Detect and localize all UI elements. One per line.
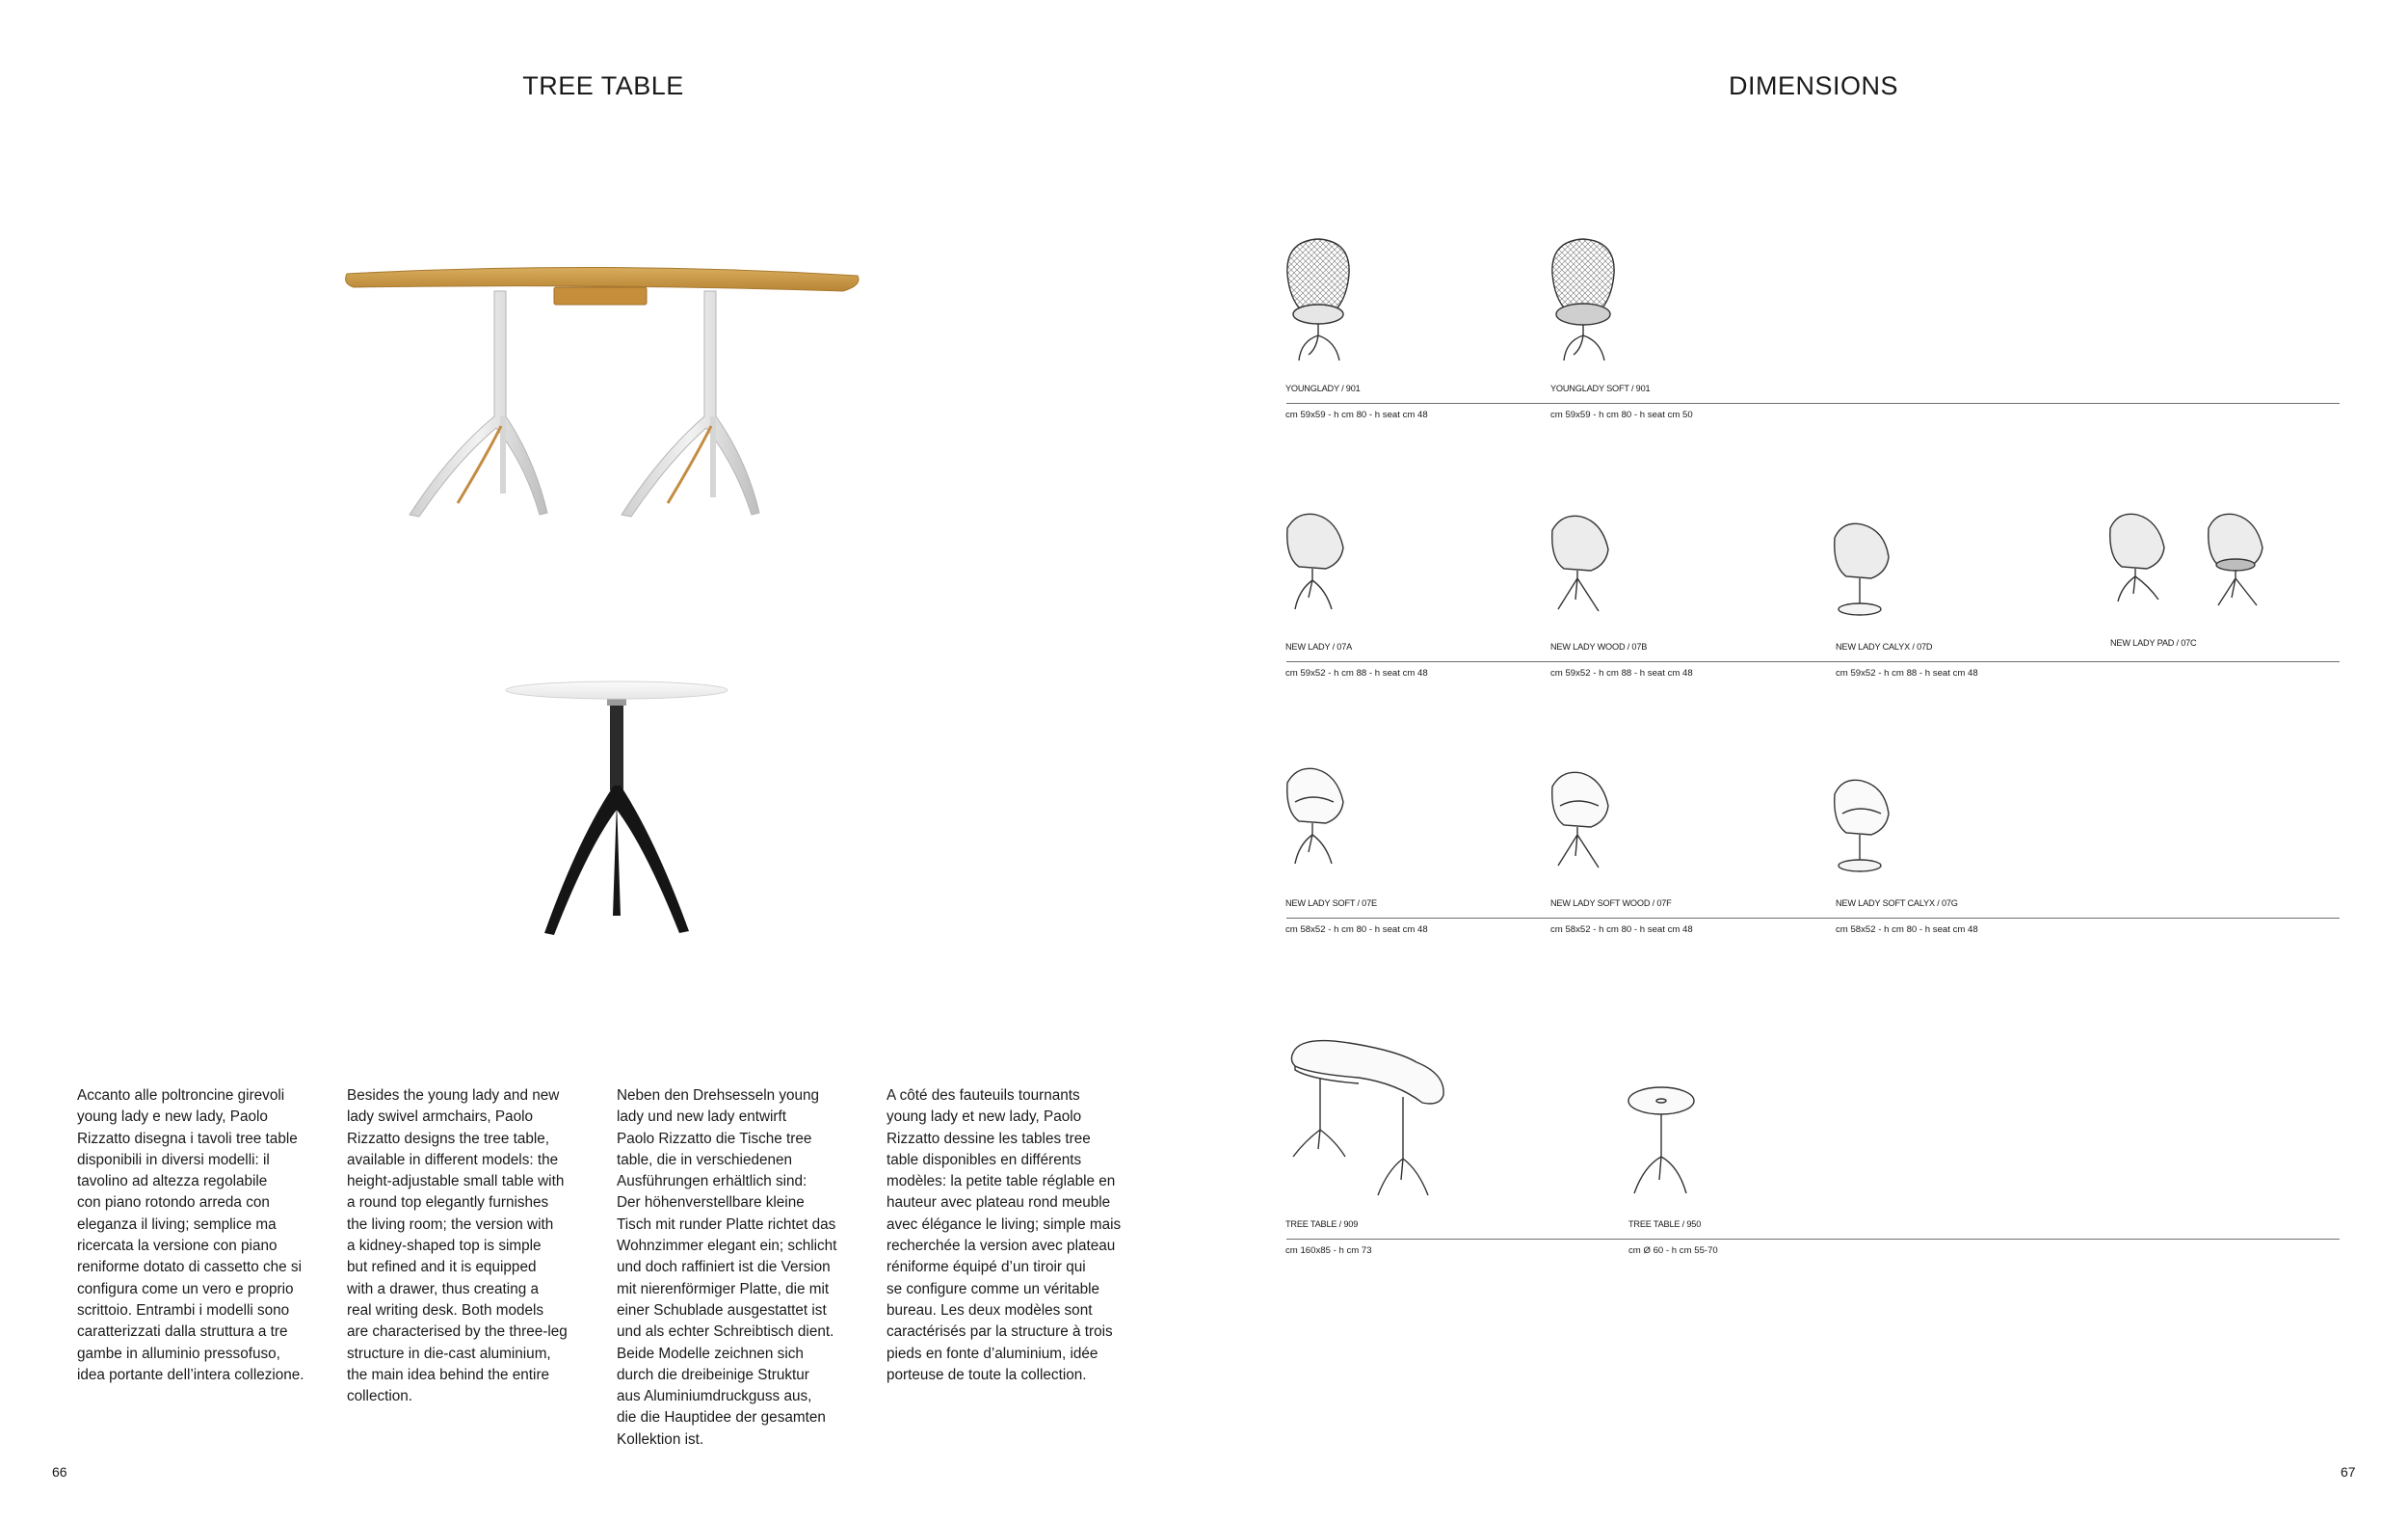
product-label: NEW LADY SOFT CALYX / 07G: [1836, 898, 1958, 908]
page-number-left: 66: [52, 1464, 67, 1480]
product-dimensions: cm 59x52 - h cm 88 - h seat cm 48: [1285, 668, 1428, 679]
newlady-chair-sketch: [1278, 509, 1355, 617]
product-dimensions: cm 58x52 - h cm 80 - h seat cm 48: [1285, 924, 1428, 935]
younglady-chair-sketch: [1280, 235, 1357, 364]
divider-row-3: [1286, 918, 2340, 919]
tree-table-round-sketch: [1625, 1080, 1702, 1199]
newlady-soft-wood-chair-sketch: [1543, 767, 1620, 875]
product-label: NEW LADY PAD / 07C: [2110, 638, 2197, 648]
round-table-photo: [501, 675, 732, 945]
product-label: NEW LADY SOFT WOOD / 07F: [1550, 898, 1672, 908]
product-dimensions: cm 160x85 - h cm 73: [1285, 1245, 1372, 1256]
product-label: YOUNGLADY / 901: [1285, 384, 1361, 393]
product-dimensions: cm 59x59 - h cm 80 - h seat cm 50: [1550, 410, 1693, 420]
product-dimensions: cm 58x52 - h cm 80 - h seat cm 48: [1836, 924, 1978, 935]
product-label: NEW LADY WOOD / 07B: [1550, 642, 1648, 652]
younglady-soft-chair-sketch: [1545, 235, 1622, 364]
newlady-soft-calyx-chair-sketch: [1827, 775, 1904, 883]
kidney-desk-photo: [342, 262, 862, 522]
product-label: TREE TABLE / 909: [1285, 1219, 1359, 1229]
divider-row-4: [1286, 1239, 2340, 1240]
divider-row-1: [1286, 403, 2340, 404]
product-label: NEW LADY / 07A: [1285, 642, 1353, 652]
newlady-calyx-chair-sketch: [1827, 519, 1904, 627]
tree-table-title: TREE TABLE: [522, 71, 684, 100]
product-label: TREE TABLE / 950: [1628, 1219, 1702, 1229]
product-dimensions: cm 59x52 - h cm 88 - h seat cm 48: [1836, 668, 1978, 679]
newlady-wood-chair-sketch: [1543, 511, 1620, 619]
text-english: Besides the young lady and new lady swivel armchairs, Paolo Rizzatto designs the tree table, available in different models: the height-adjustable small table with a round top elegantly furnishes the living room; the version with a kidney-shaped top is simple but refined and it is equipped with a drawer, thus creating a real writing desk. Both models are characterised by the three-leg structure in die-cast aluminium, the main idea behind the entire collection.: [347, 1087, 568, 1405]
product-label: NEW LADY SOFT / 07E: [1285, 898, 1377, 908]
divider-row-2: [1286, 661, 2340, 662]
text-german: Neben den Drehsesseln young lady und new lady entwirft Paolo Rizzatto die Tische tree table, die in verschiedenen Ausführungen erhältlich sind: Der höhenverstellbare kleine Tisch mit runder Platte richtet das Wohnzimmer elegant ein; schlicht und doch raffiniert ist die Version mit nierenförmiger Platte, die mit einer Schublade ausgestattet ist und als echter Schreibtisch dient. Beide Modelle zeichnen sich durch die dreibeinige Struktur aus Aluminiumdruckguss aus, die die Hauptidee der gesamten Kollektion ist.: [617, 1087, 837, 1448]
product-dimensions: cm 58x52 - h cm 80 - h seat cm 48: [1550, 924, 1693, 935]
product-dimensions: cm 59x59 - h cm 80 - h seat cm 48: [1285, 410, 1428, 420]
product-label: YOUNGLADY SOFT / 901: [1550, 384, 1651, 393]
text-french: A côté des fauteuils tournants young lady et new lady, Paolo Rizzatto dessine les tables tree table disponibles en différents modèles: la petite table réglable en hauteur avec plateau rond meuble avec élégance le living; simple mais recherchée la version avec plateau réniforme équipé d’un tiroir qui se configure comme un véritable bureau. Les deux modèles sont caractérisés par la structure à trois pieds en fonte d’aluminium, idée porteuse de toute la collection.: [886, 1087, 1122, 1383]
tree-table-kidney-sketch: [1282, 1035, 1455, 1201]
newlady-soft-chair-sketch: [1278, 763, 1355, 871]
product-dimensions: cm 59x52 - h cm 88 - h seat cm 48: [1550, 668, 1693, 679]
page-number-right: 67: [2341, 1464, 2356, 1480]
text-italian: Accanto alle poltroncine girevoli young lady e new lady, Paolo Rizzatto disegna i tavoli tree table disponibili in diversi modelli: il tavolino ad altezza regolabile con piano rotondo arreda con eleganza il living; semplice ma ricercata la versione con piano reniforme dotato di cassetto che si configura come un vero e proprio scrittoio. Entrambi i modelli sono caratterizzati dalla struttura a tre gambe in alluminio pressofuso, idea portante dell’intera collezione.: [77, 1087, 304, 1383]
dimensions-title: DIMENSIONS: [1728, 71, 1899, 100]
product-dimensions: cm Ø 60 - h cm 55-70: [1628, 1245, 1718, 1256]
newlady-pad-chair-sketch: [2103, 509, 2286, 617]
product-label: NEW LADY CALYX / 07D: [1836, 642, 1933, 652]
